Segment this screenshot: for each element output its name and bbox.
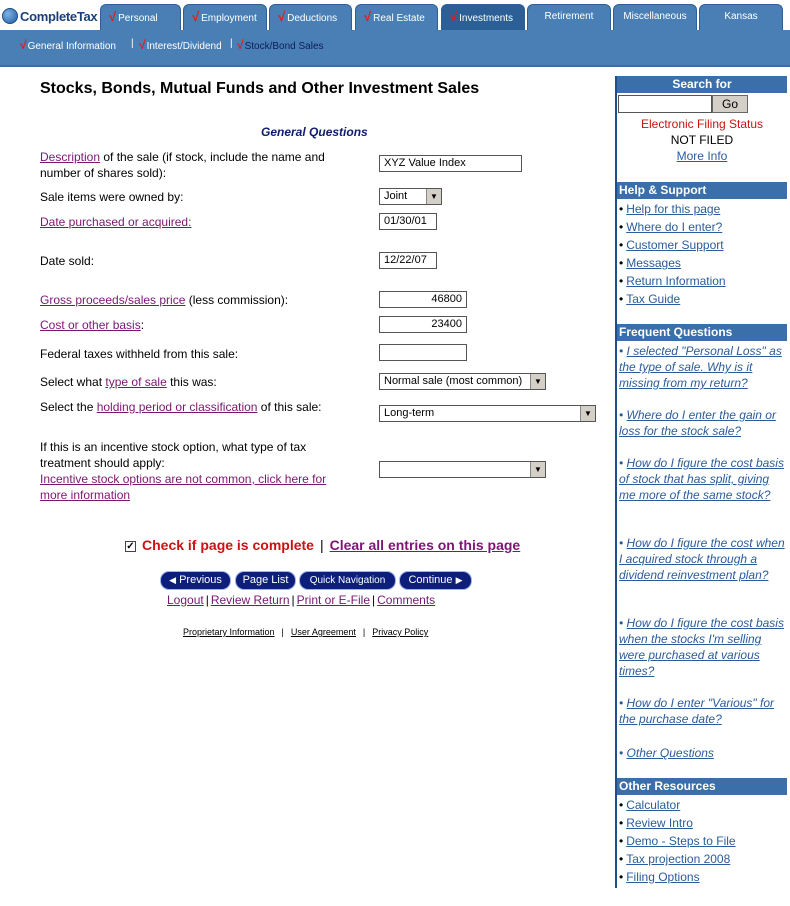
help-page-link[interactable]: Help for this page <box>626 202 721 216</box>
check-icon: √ <box>364 9 372 24</box>
customer-support-link[interactable]: Customer Support <box>626 238 724 252</box>
go-button[interactable]: Go <box>712 95 748 113</box>
list-item: • Tax projection 2008 <box>619 852 731 866</box>
right-sidebar <box>615 76 785 888</box>
dropdown-arrow-icon: ▼ <box>530 374 545 389</box>
logout-link[interactable]: Logout <box>167 593 204 607</box>
sub-navigation <box>0 30 790 67</box>
check-icon: √ <box>278 9 286 24</box>
gross-proceeds-input[interactable]: 46800 <box>379 291 467 308</box>
faq-item: • I selected "Personal Loss" as the type of sale. Why is it missing from my return? <box>619 344 782 390</box>
print-efile-link[interactable]: Print or E-File <box>296 593 371 607</box>
help-support-list <box>619 200 787 308</box>
subnav-stock-bond-sales[interactable]: √Stock/Bond Sales <box>237 38 324 52</box>
check-icon: √ <box>20 38 27 52</box>
frequent-questions-title: Frequent Questions <box>617 324 787 341</box>
return-information-link[interactable]: Return Information <box>626 274 726 288</box>
list-item: • Where do I enter? <box>619 220 723 234</box>
logo <box>2 6 97 26</box>
type-of-sale-question: Select what type of sale this was: <box>40 375 217 389</box>
privacy-policy-link[interactable]: Privacy Policy <box>372 627 429 637</box>
demo-steps-link[interactable]: Demo - Steps to File <box>626 834 736 848</box>
date-purchased-input[interactable]: 01/30/01 <box>379 213 437 230</box>
date-purchased-question: Date purchased or acquired: <box>40 215 192 229</box>
tab-miscellaneous[interactable]: Miscellaneous <box>613 4 697 30</box>
holding-period-question: Select the holding period or classification of this sale: <box>40 400 322 414</box>
tab-employment[interactable]: √ Employment <box>183 4 267 30</box>
list-item: • Review Intro <box>619 816 693 830</box>
other-resources-title: Other Resources <box>617 778 787 795</box>
tax-guide-link[interactable]: Tax Guide <box>626 292 681 306</box>
tab-personal[interactable]: √ Personal <box>100 4 181 30</box>
quick-navigation-button[interactable]: Quick Navigation <box>299 571 396 590</box>
list-item: • Help for this page <box>619 202 721 216</box>
list-item: • Messages <box>619 256 681 270</box>
dropdown-arrow-icon: ▼ <box>580 406 595 421</box>
faq-link[interactable]: Where do I enter the gain or loss for the stock sale? <box>619 408 776 438</box>
continue-button[interactable]: Continue ▶ <box>399 571 472 590</box>
page-complete-label: Check if page is complete <box>142 537 314 553</box>
list-item: • Customer Support <box>619 238 724 252</box>
top-tab-bar <box>0 0 790 30</box>
previous-button[interactable]: ◀ Previous <box>160 571 231 590</box>
subnav-separator: | <box>230 38 233 49</box>
faq-item: • How do I figure the cost basis of stock that has split, giving me more of the same stock? <box>619 456 784 502</box>
subnav-general-information[interactable]: √General Information <box>20 38 116 52</box>
bottom-links: Logout | Review Return | Print or E-File | Comments <box>167 593 436 607</box>
footer-links: Proprietary Information | User Agreement | Privacy Policy <box>183 627 429 637</box>
section-title: General Questions <box>261 125 368 139</box>
faq-link[interactable]: How do I figure the cost when I acquired stock through a dividend reinvestment plan? <box>619 536 785 582</box>
date-sold-label: Date sold: <box>40 254 95 268</box>
owned-by-select[interactable]: Joint ▼ <box>379 188 442 205</box>
faq-link[interactable]: I selected "Personal Loss" as the type of sale. Why is it missing from my return? <box>619 344 782 390</box>
globe-icon <box>2 8 18 24</box>
federal-withheld-input[interactable] <box>379 344 467 361</box>
comments-link[interactable]: Comments <box>377 593 436 607</box>
list-item: • Demo - Steps to File <box>619 834 736 848</box>
tab-real-estate[interactable]: √ Real Estate <box>355 4 438 30</box>
subnav-interest-dividend[interactable]: √Interest/Dividend <box>139 38 222 52</box>
other-resources-list <box>619 796 787 886</box>
search-input[interactable] <box>618 95 712 113</box>
check-icon: √ <box>237 38 244 52</box>
messages-link[interactable]: Messages <box>626 256 681 270</box>
page-complete-row: ✓ Check if page is complete | Clear all entries on this page <box>126 537 521 553</box>
arrow-left-icon: ◀ <box>169 575 177 585</box>
help-support-title: Help & Support <box>617 182 787 199</box>
search-title: Search for <box>617 76 787 93</box>
page-complete-checkbox[interactable]: ✓ <box>126 541 135 552</box>
dropdown-arrow-icon: ▼ <box>530 462 545 477</box>
tab-deductions[interactable]: √ Deductions <box>269 4 352 30</box>
gross-proceeds-link[interactable]: Gross proceeds/sales price <box>40 293 186 307</box>
description-link[interactable]: Description <box>40 150 101 164</box>
faq-link[interactable]: How do I enter "Various" for the purchase date? <box>619 696 775 726</box>
type-of-sale-select[interactable]: Normal sale (most common) ▼ <box>379 373 546 390</box>
list-item: • Return Information <box>619 274 726 288</box>
description-input[interactable]: XYZ Value Index <box>379 155 522 172</box>
arrow-right-icon: ▶ <box>455 575 463 585</box>
description-question: Description of the sale (if stock, include the name and number of shares sold): <box>40 150 325 180</box>
review-return-link[interactable]: Review Return <box>210 593 290 607</box>
faq-link[interactable]: How do I figure the cost basis when the stocks I'm selling were purchased at various times? <box>619 616 784 678</box>
list-item: • Filing Options <box>619 870 700 884</box>
faq-item: • Other Questions <box>619 746 714 760</box>
dropdown-arrow-icon: ▼ <box>426 189 441 204</box>
cost-basis-question: Cost or other basis: <box>40 318 145 332</box>
faq-item: • How do I figure the cost basis when the stocks I'm selling were purchased at various times? <box>619 616 784 678</box>
iso-treatment-select[interactable] <box>379 461 546 478</box>
check-icon: √ <box>109 9 117 24</box>
date-sold-input[interactable]: 12/22/07 <box>379 252 437 269</box>
other-questions-link[interactable]: Other Questions <box>626 746 714 760</box>
tab-retirement[interactable]: Retirement <box>527 4 611 30</box>
faq-item: • Where do I enter the gain or loss for the stock sale? <box>619 408 776 438</box>
efile-status-title: Electronic Filing Status <box>640 117 764 131</box>
check-icon: √ <box>192 9 200 24</box>
brand-name: CompleteTax <box>20 8 98 24</box>
cost-basis-input[interactable]: 23400 <box>379 316 467 333</box>
faq-item: • How do I enter "Various" for the purchase date? <box>619 696 775 726</box>
tab-kansas[interactable]: Kansas <box>699 4 783 30</box>
iso-info-link[interactable]: Incentive stock options are not common, click here for more information <box>40 472 327 502</box>
owned-by-label: Sale items were owned by: <box>40 190 184 204</box>
user-agreement-link[interactable]: User Agreement <box>290 627 356 637</box>
type-of-sale-link[interactable]: type of sale <box>105 375 167 389</box>
cost-basis-link[interactable]: Cost or other basis <box>40 318 141 332</box>
review-intro-link[interactable]: Review Intro <box>626 816 693 830</box>
holding-period-select[interactable]: Long-term ▼ <box>379 405 596 422</box>
list-item: • Calculator <box>619 798 681 812</box>
iso-question: If this is an incentive stock option, what type of tax treatment should apply: Incentive stock options are not common, click here for more information <box>40 440 327 502</box>
calculator-link[interactable]: Calculator <box>626 798 681 812</box>
gross-proceeds-question: Gross proceeds/sales price (less commission): <box>40 293 289 307</box>
faq-link[interactable]: How do I figure the cost basis of stock that has split, giving me more of the same stock? <box>619 456 784 502</box>
filing-options-link[interactable]: Filing Options <box>626 870 700 884</box>
faq-item: • How do I figure the cost when I acquired stock through a dividend reinvestment plan? <box>619 536 785 582</box>
list-item: • Tax Guide <box>619 292 681 306</box>
federal-withheld-label: Federal taxes withheld from this sale: <box>40 347 239 361</box>
efile-status-value: NOT FILED <box>670 133 734 147</box>
proprietary-link[interactable]: Proprietary Information <box>183 627 275 637</box>
check-icon: √ <box>139 38 146 52</box>
date-purchased-link[interactable]: Date purchased or acquired <box>40 215 189 229</box>
page-title: Stocks, Bonds, Mutual Funds and Other Investment Sales <box>40 80 480 97</box>
check-icon: √ <box>450 9 458 24</box>
subnav-separator: | <box>131 38 134 49</box>
tax-projection-link[interactable]: Tax projection 2008 <box>626 852 731 866</box>
clear-entries-link[interactable]: Clear all entries on this page <box>329 537 521 553</box>
where-enter-link[interactable]: Where do I enter? <box>626 220 723 234</box>
efile-more-info-link[interactable]: More Info <box>676 149 728 163</box>
tab-investments[interactable]: √ Investments <box>441 4 525 30</box>
holding-period-link[interactable]: holding period or classification <box>96 400 258 414</box>
page-list-button[interactable]: Page List <box>235 571 296 590</box>
